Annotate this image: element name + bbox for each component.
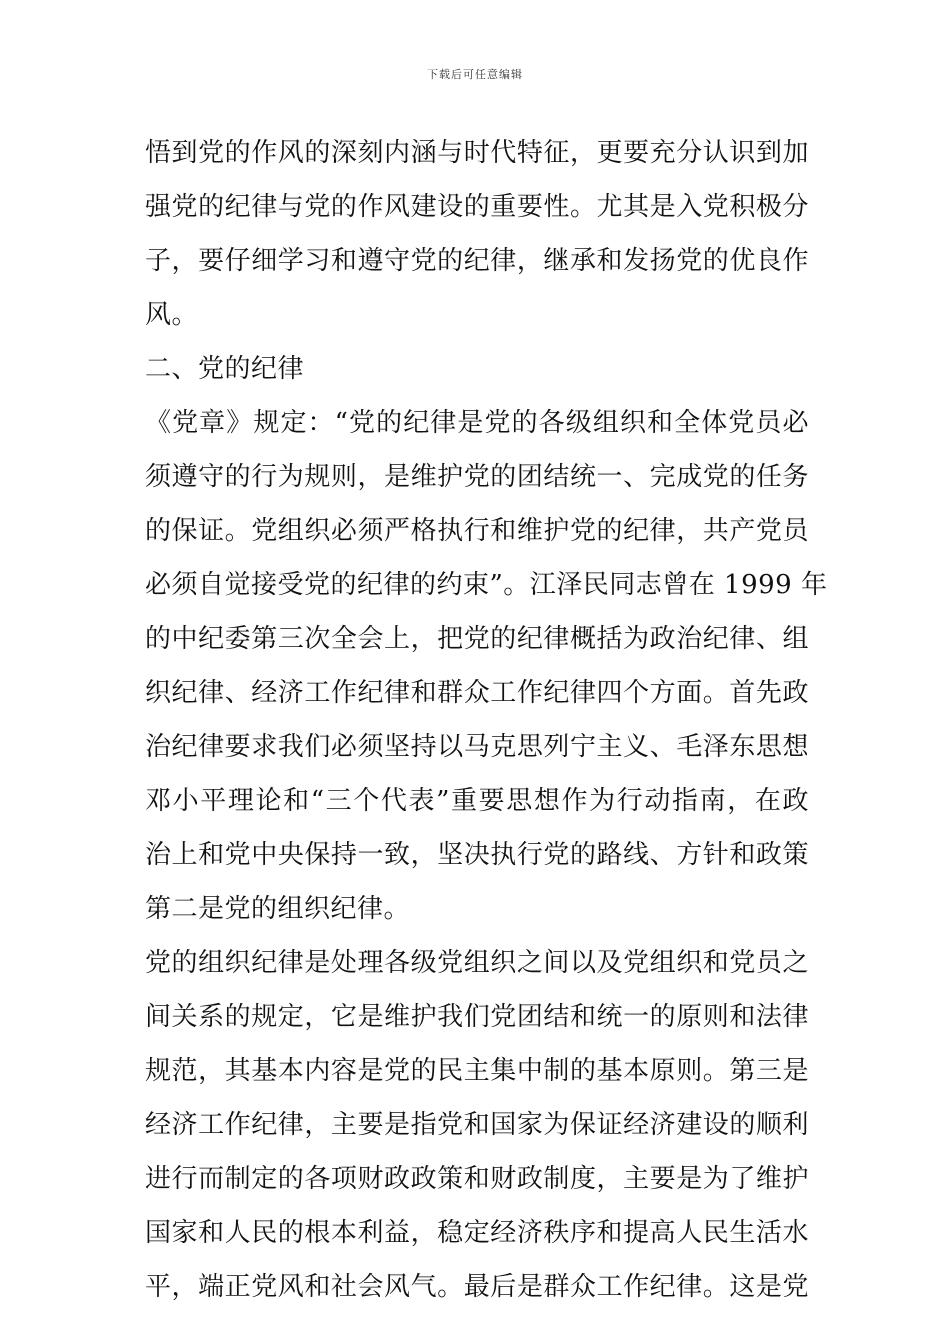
text-line: 治纪律要求我们必须坚持以马克思列宁主义、毛泽东思想 (145, 732, 809, 762)
text-line: 须遵守的行为规则，是维护党的团结统一、完成党的任务 (145, 462, 809, 492)
text-line: 风。 (145, 300, 199, 330)
text-line: 进行而制定的各项财政政策和财政制度，主要是为了维护 (145, 1164, 809, 1194)
text-line: 治上和党中央保持一致，坚决执行党的路线、方针和政策 (145, 840, 809, 870)
text-line: 的中纪委第三次全会上，把党的纪律概括为政治纪律、组 (145, 624, 809, 654)
document-body (145, 126, 828, 1314)
text-line: 的保证。党组织必须严格执行和维护党的纪律，共产党员 (145, 516, 809, 546)
text-line: 织纪律、经济工作纪律和群众工作纪律四个方面。首先政 (145, 678, 809, 708)
text-line: 悟到党的作风的深刻内涵与时代特征，更要充分认识到加 (145, 138, 809, 168)
text-line: 《党章》规定：“党的纪律是党的各级组织和全体党员必 (145, 408, 809, 438)
text-line: 党的组织纪律是处理各级党组织之间以及党组织和党员之 (145, 948, 809, 978)
text-line: 国家和人民的根本利益，稳定经济秩序和提高人民生活水 (145, 1218, 809, 1248)
text-line: 规范，其基本内容是党的民主集中制的基本原则。第三是 (145, 1056, 809, 1086)
text-line: 邓小平理论和“三个代表”重要思想作为行动指南，在政 (145, 786, 809, 816)
text-line: 经济工作纪律，主要是指党和国家为保证经济建设的顺利 (145, 1110, 809, 1140)
section-heading: 二、党的纪律 (145, 354, 305, 384)
text-line: 间关系的规定，它是维护我们党团结和统一的原则和法律 (145, 1002, 809, 1032)
text-line: 强党的纪律与党的作风建设的重要性。尤其是入党积极分 (145, 192, 809, 222)
text-line: 必须自觉接受党的纪律的约束”。江泽民同志曾在 1999 年 (145, 570, 828, 600)
text-line: 平，端正党风和社会风气。最后是群众工作纪律。这是党 (145, 1272, 809, 1302)
text-line: 子，要仔细学习和遵守党的纪律，继承和发扬党的优良作 (145, 246, 809, 276)
page-header: 下载后可任意编辑 (427, 68, 523, 81)
text-line: 第二是党的组织纪律。 (145, 894, 411, 924)
